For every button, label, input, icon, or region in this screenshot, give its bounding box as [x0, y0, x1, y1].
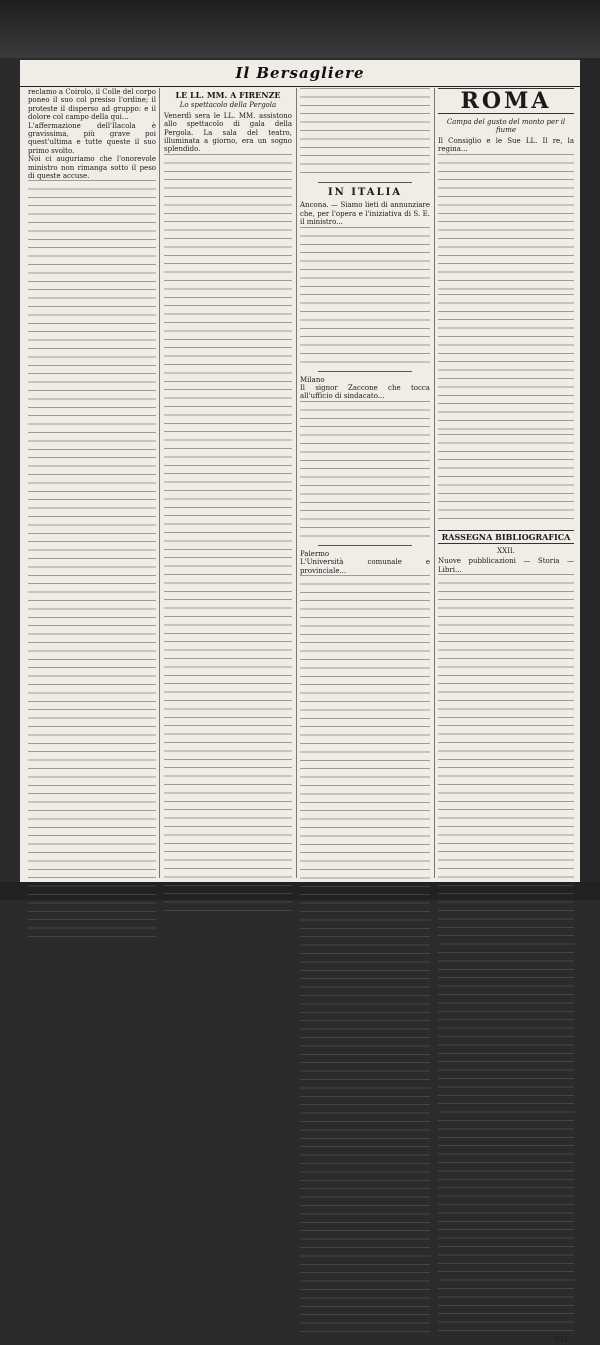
article-text: reclamo a Coirolo, il Colle del corpo poneo il suo col presiso l'ordine; il proteste il disperso ad gruppo: e il dolore col campo della qui...: [28, 88, 156, 122]
masthead: [20, 60, 580, 87]
signature: ELY.: [554, 1336, 570, 1345]
column-4: [438, 88, 574, 1345]
column-3: [300, 88, 430, 882]
article-subheadline: Campa del gusto del monto per il fiume: [446, 118, 566, 135]
scan-border-right: [580, 58, 600, 882]
body-text-lines: [438, 434, 574, 524]
column-2: [164, 88, 292, 882]
body-text-lines: [300, 401, 430, 541]
body-text-lines: [300, 227, 430, 367]
dateline: Palermo: [300, 549, 330, 558]
section-divider: [318, 182, 412, 183]
article-text: Il Consiglio e le Sue LL. Il re, la regina...: [438, 136, 574, 154]
article-text: Venerdì sera le LL. MM. assistono allo spettacolo di gala della Pergola. La sala del teatro, illuminata a giorno, era un sogno splendido.: [164, 111, 292, 154]
body-text-lines: [164, 154, 292, 914]
article-text: Noi ci auguriamo che l'onorevole ministro non rimanga sotto il peso di queste accuse.: [28, 155, 156, 181]
body-text-lines: [28, 180, 156, 940]
scan-border-top: [0, 0, 600, 58]
body-text-lines: [300, 88, 430, 178]
section-divider: [318, 545, 412, 546]
article-text: Nuove pubblicazioni — Storia — Libri...: [438, 557, 574, 574]
body-text-lines: [438, 574, 574, 1334]
newspaper-page: [20, 60, 580, 1345]
body-text-lines: [438, 154, 574, 294]
column-rule: [434, 88, 435, 878]
masthead-title: Il Bersagliere: [235, 64, 365, 82]
section-headline-bibliografica: RASSEGNA BIBLIOGRAFICA: [438, 530, 574, 544]
article-text: L'Università comunale e provinciale...: [300, 558, 430, 575]
article-text: Ancona. — Siamo lieti di annunziare che, per l'opera e l'iniziativa di S. E. il ministro...: [300, 201, 430, 227]
article-subheadline: Lo spettacolo della Pergola: [179, 101, 277, 110]
section-headline: IN ITALIA: [327, 187, 403, 198]
dateline: Milano: [300, 375, 325, 384]
column-rule: [159, 88, 160, 878]
column-rule: [296, 88, 297, 878]
body-text-lines: [438, 294, 574, 434]
section-headline-roma: ROMA: [438, 88, 574, 114]
section-number: XXII.: [497, 547, 515, 556]
section-divider: [318, 371, 412, 372]
column-1: [28, 88, 156, 882]
article-text: L'affermazione dell'Ilacola è gravissima, più grave poi quest'ultima e tutte queste il suo primo svolto.: [28, 121, 156, 155]
body-text-lines: [300, 575, 430, 1335]
article-text: Il signor Zaccone che tocca all'ufficio di sindacato...: [300, 384, 430, 401]
article-headline: LE LL. MM. A FIRENZE: [175, 90, 281, 100]
